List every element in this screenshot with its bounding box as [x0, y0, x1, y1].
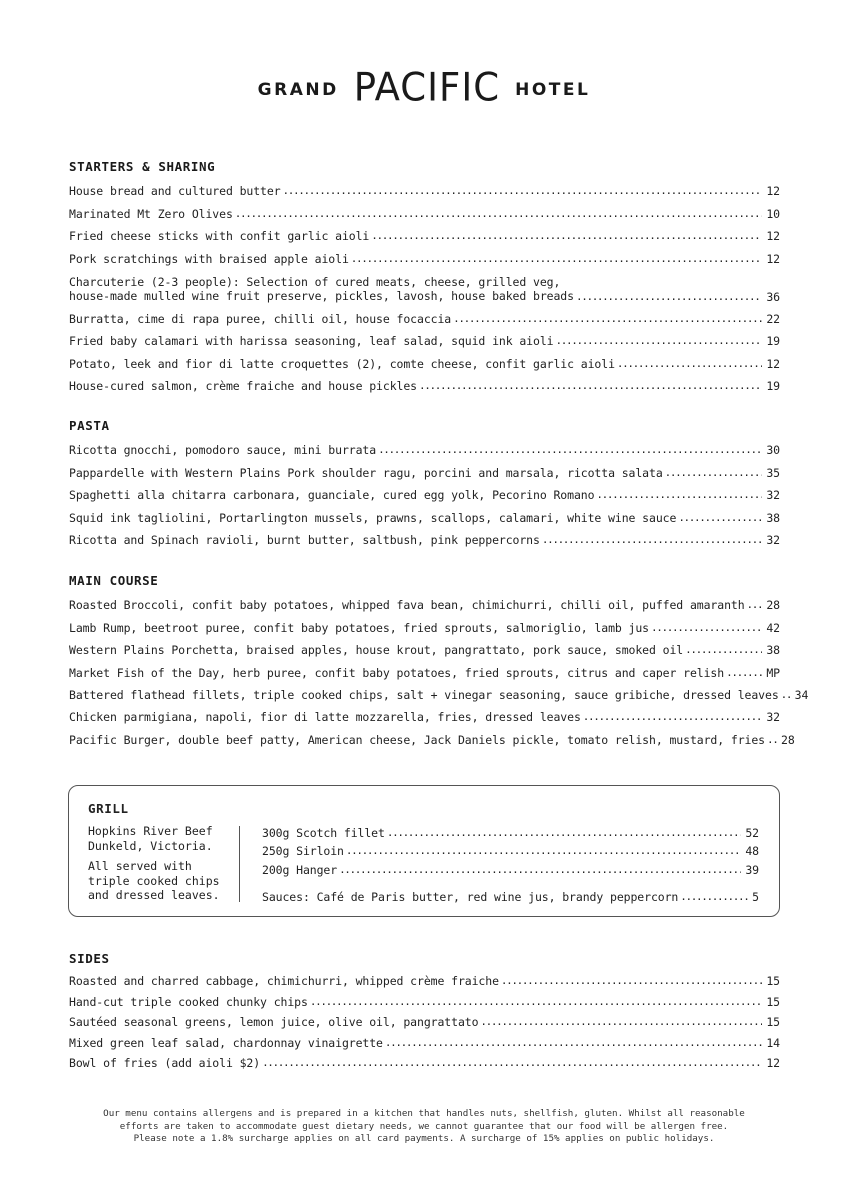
- dot-leader: [651, 620, 762, 635]
- grill-items: [262, 822, 759, 905]
- item-name: Ricotta and Spinach ravioli, burnt butter, saltbush, pink peppercorns: [69, 532, 540, 547]
- menu-item: [69, 681, 809, 703]
- dot-leader: [767, 732, 777, 747]
- dot-leader: [576, 289, 762, 304]
- menu-item: [69, 222, 780, 244]
- item-name: Mixed green leaf salad, chardonnay vinaigrette: [69, 1035, 383, 1050]
- item-price: MP: [766, 665, 780, 680]
- item-price: 12: [766, 229, 780, 244]
- item-price: 34: [794, 687, 809, 702]
- dot-leader: [617, 356, 762, 371]
- grill-served-with: [88, 859, 228, 903]
- dot-leader: [542, 532, 763, 547]
- dot-leader: [453, 311, 762, 326]
- grill-origin-line: Hopkins River Beef: [88, 824, 213, 838]
- item-name: Roasted Broccoli, confit baby potatoes, whipped fava bean, chimichurri, chilli oil, puffed amaranth: [69, 598, 745, 613]
- item-price: 48: [745, 844, 759, 858]
- grill-served-line: triple cooked chips: [88, 873, 220, 888]
- dot-leader: [583, 709, 763, 724]
- menu-item: [262, 859, 759, 878]
- section-title: STARTERS & SHARING: [69, 159, 216, 174]
- menu-item: [262, 878, 759, 905]
- item-name: Ricotta gnocchi, pomodoro sauce, mini burrata: [69, 443, 377, 458]
- item-price: 19: [766, 334, 780, 349]
- allergen-notice: [0, 1108, 848, 1146]
- item-price: 36: [766, 289, 780, 304]
- item-price: 38: [766, 643, 780, 658]
- item-name: 250g Sirloin: [262, 844, 344, 858]
- grill-box: [68, 785, 780, 917]
- item-price: 15: [766, 974, 780, 989]
- item-price: 15: [766, 1015, 780, 1030]
- menu-item: [69, 636, 780, 658]
- menu-item: [69, 1030, 780, 1050]
- menu-item: [69, 703, 780, 725]
- item-name-line: house-made mulled wine fruit preserve, pickles, lavosh, house baked breads: [69, 289, 574, 304]
- item-price: 28: [766, 598, 780, 613]
- item-name: Lamb Rump, beetroot puree, confit baby potatoes, fried sprouts, salmoriglio, lamb jus: [69, 620, 650, 635]
- dot-leader: [596, 487, 762, 502]
- menu-item: [69, 591, 780, 613]
- item-name: 300g Scotch fillet: [262, 825, 385, 840]
- dot-leader: [747, 597, 763, 612]
- dot-leader: [501, 973, 762, 988]
- dot-leader: [310, 994, 763, 1009]
- main-course-section: [69, 573, 809, 748]
- item-name-line: Charcuterie (2-3 people): Selection of cured meats, cheese, grilled veg,: [69, 274, 561, 289]
- section-title: SIDES: [69, 951, 110, 966]
- grill-served-line: All served with: [88, 859, 192, 873]
- menu-item: [69, 436, 780, 458]
- item-price: 39: [745, 862, 759, 877]
- dot-leader: [685, 642, 762, 657]
- menu-item: [69, 349, 780, 371]
- item-price: 35: [766, 465, 780, 480]
- menu-item: [69, 244, 780, 266]
- dot-leader: [419, 378, 762, 393]
- item-name: Squid ink tagliolini, Portarlington mussels, prawns, scallops, calamari, white wine sauce: [69, 510, 677, 525]
- dot-leader: [680, 889, 748, 904]
- item-price: 38: [766, 510, 780, 525]
- item-price: 15: [766, 994, 780, 1009]
- dot-leader: [371, 228, 762, 243]
- dot-leader: [480, 1014, 762, 1029]
- dot-leader: [678, 510, 762, 525]
- item-name: Western Plains Porchetta, braised apples, house krout, pangrattato, pork sauce, smoked oil: [69, 643, 684, 658]
- starters-section: [69, 159, 780, 394]
- item-name: Sautéed seasonal greens, lemon juice, olive oil, pangrattato: [69, 1015, 479, 1030]
- dot-leader: [387, 825, 742, 840]
- item-price: 10: [766, 206, 780, 221]
- menu-item: [69, 989, 780, 1009]
- item-name: Fried cheese sticks with confit garlic aioli: [69, 229, 370, 244]
- item-name: Hand-cut triple cooked chunky chips: [69, 994, 308, 1009]
- item-name: Pappardelle with Western Plains Pork shoulder ragu, porcini and marsala, ricotta salata: [69, 465, 663, 480]
- item-price: 12: [766, 251, 780, 266]
- menu-item: [262, 841, 759, 860]
- dot-leader: [555, 333, 762, 348]
- item-name: Fried baby calamari with harissa seasoning, leaf salad, squid ink aioli: [69, 334, 554, 349]
- menu-item: [69, 481, 780, 503]
- menu-item: [69, 526, 780, 548]
- item-name: Marinated Mt Zero Olives: [69, 206, 233, 221]
- menu-item: [69, 458, 780, 480]
- footer-line: Our menu contains allergens and is prepared in a kitchen that handles nuts, shellfish, gluten. Whilst all reasonable: [103, 1108, 745, 1119]
- item-price: 52: [745, 825, 759, 840]
- grill-description: [88, 824, 228, 909]
- menu-item: [262, 822, 759, 841]
- menu-item: [69, 1010, 780, 1030]
- brand-left-word: GRAND: [257, 79, 339, 100]
- menu-item: [69, 267, 780, 305]
- dot-leader: [665, 465, 763, 480]
- dot-leader: [726, 665, 762, 680]
- pasta-section: [69, 418, 780, 548]
- dot-leader: [339, 862, 741, 877]
- footer-line: efforts are taken to accommodate guest dietary needs, we cannot guarantee that our food will be allergen free.: [119, 1120, 729, 1132]
- dot-leader: [351, 251, 763, 266]
- item-name: Battered flathead fillets, triple cooked chips, salt + vinegar seasoning, sauce gribiche, dressed leaves: [69, 687, 779, 702]
- item-price: 12: [766, 356, 780, 371]
- item-name: Potato, leek and fior di latte croquettes (2), comte cheese, confit garlic aioli: [69, 356, 615, 371]
- brand-main-word: PACIFIC: [353, 64, 501, 111]
- item-price: 14: [766, 1035, 780, 1050]
- dot-leader: [283, 183, 763, 198]
- item-price: 22: [766, 311, 780, 326]
- grill-served-line: and dressed leaves.: [88, 888, 220, 902]
- item-price: 5: [752, 889, 759, 904]
- item-name: Pork scratchings with braised apple aioli: [69, 251, 349, 266]
- item-name: 200g Hanger: [262, 862, 338, 877]
- brand-right-word: HOTEL: [515, 79, 591, 100]
- dot-leader: [781, 687, 791, 702]
- dot-leader: [235, 206, 763, 221]
- menu-item: [69, 177, 780, 199]
- item-name: Chicken parmigiana, napoli, fior di latte mozzarella, fries, dressed leaves: [69, 710, 581, 725]
- brand-logo: [0, 66, 848, 109]
- item-name: Burratta, cime di rapa puree, chilli oil, house focaccia: [69, 311, 452, 326]
- menu-item: [69, 199, 780, 221]
- menu-item: [69, 305, 780, 327]
- dot-leader: [378, 442, 762, 457]
- dot-leader: [385, 1035, 762, 1050]
- item-price: 42: [766, 620, 780, 635]
- item-price: 32: [766, 488, 780, 503]
- section-title: PASTA: [69, 418, 110, 433]
- menu-item: [69, 503, 780, 525]
- item-name: Sauces: Café de Paris butter, red wine jus, brandy peppercorn: [262, 889, 679, 904]
- menu-item: [69, 658, 780, 680]
- dot-leader: [346, 843, 741, 858]
- divider: [239, 826, 240, 902]
- item-price: 30: [766, 443, 780, 458]
- grill-origin-line: Dunkeld, Victoria.: [88, 838, 213, 853]
- item-name: House-cured salmon, crème fraiche and house pickles: [69, 379, 418, 394]
- item-price: 12: [766, 1055, 780, 1070]
- menu-item: [69, 613, 780, 635]
- item-name: Bowl of fries (add aioli $2): [69, 1055, 261, 1070]
- item-price: 28: [781, 732, 795, 747]
- menu-item: [69, 1051, 780, 1071]
- dot-leader: [262, 1055, 762, 1070]
- item-price: 19: [766, 379, 780, 394]
- item-name: [69, 275, 576, 304]
- menu-item: [69, 725, 795, 747]
- item-name: Market Fish of the Day, herb puree, confit baby potatoes, fried sprouts, citrus and caper relish: [69, 665, 725, 680]
- item-name: Roasted and charred cabbage, chimichurri, whipped crème fraiche: [69, 974, 499, 989]
- item-name: Pacific Burger, double beef patty, American cheese, Jack Daniels pickle, tomato relish, mustard, fries: [69, 732, 766, 747]
- menu-item: [69, 327, 780, 349]
- section-title: GRILL: [88, 801, 129, 816]
- footer-line: Please note a 1.8% surcharge applies on all card payments. A surcharge of 15% applies on public holidays.: [133, 1133, 715, 1144]
- menu-item: [69, 372, 780, 394]
- sides-section: [69, 951, 780, 1071]
- grill-origin: [88, 824, 228, 853]
- item-name: House bread and cultured butter: [69, 184, 281, 199]
- item-price: 12: [766, 184, 780, 199]
- menu-item: [69, 969, 780, 989]
- item-price: 32: [766, 710, 780, 725]
- item-price: 32: [766, 532, 780, 547]
- item-name: Spaghetti alla chitarra carbonara, guanciale, cured egg yolk, Pecorino Romano: [69, 488, 595, 503]
- section-title: MAIN COURSE: [69, 573, 159, 588]
